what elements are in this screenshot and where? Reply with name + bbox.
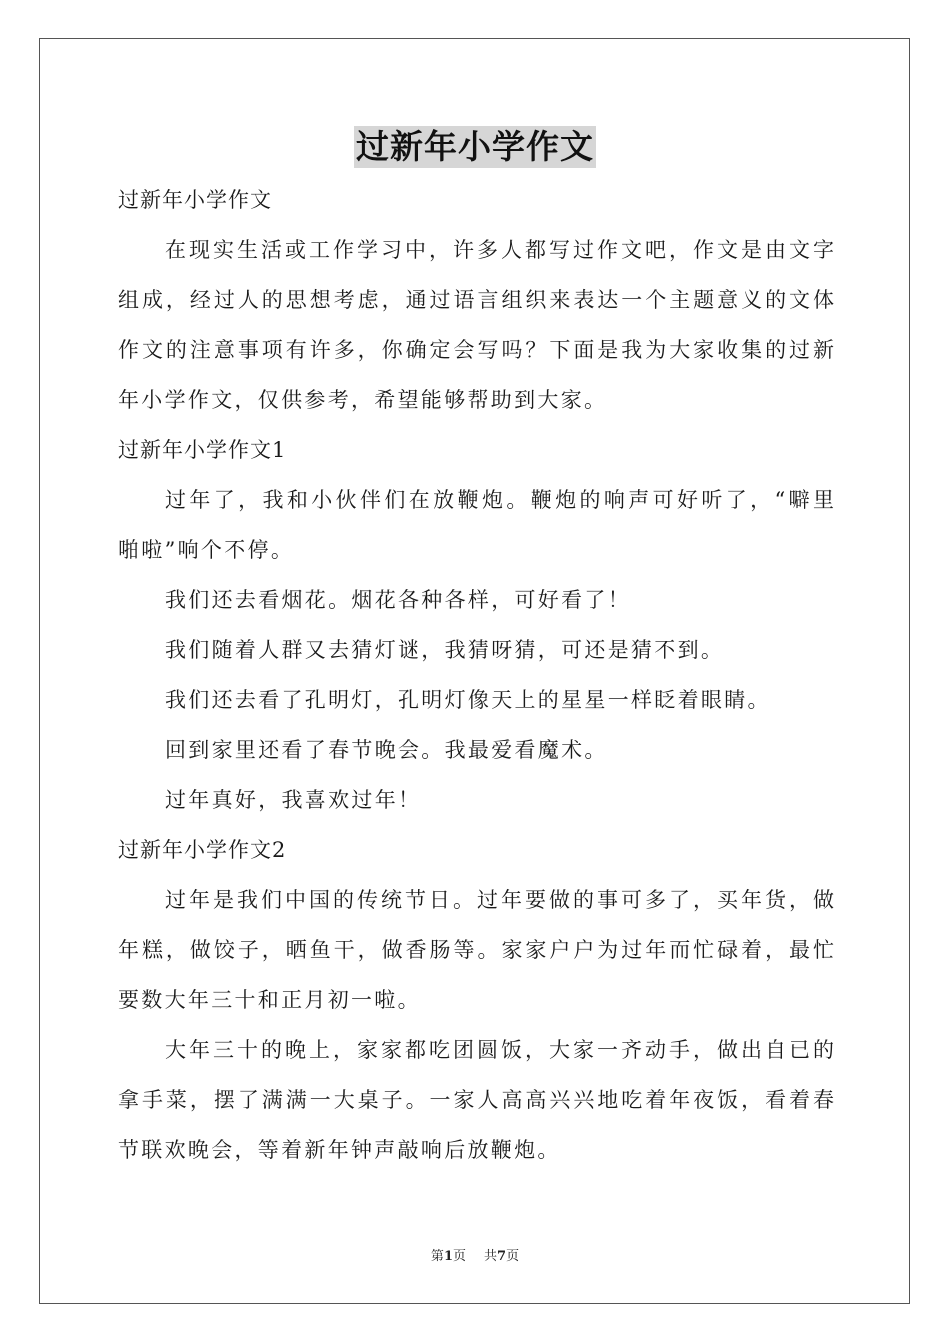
paragraph-line: 年糕，做饺子，晒鱼干，做香肠等。家家户户为过年而忙碌着，最忙 [118,938,834,962]
paragraph-line: 拿手菜，摆了满满一大桌子。一家人高高兴兴地吃着年夜饭，看着春 [118,1088,834,1112]
page-number: 1 [443,1249,453,1264]
total-suffix: 页 [506,1249,520,1264]
paragraph-line: 过年真好，我喜欢过年！ [165,788,422,812]
paragraph-line: 过年了，我和小伙伴们在放鞭炮。鞭炮的响声可好听了，“噼里 [165,488,834,512]
paragraph-line: 大年三十的晚上，家家都吃团圆饭，大家一齐动手，做出自已的 [165,1038,834,1062]
paragraph-line: 年小学作文，仅供参考，希望能够帮助到大家。 [118,388,608,412]
paragraph-line: 我们随着人群又去猜灯谜，我猜呀猜，可还是猜不到。 [165,638,725,662]
total-prefix: 共 [484,1249,498,1264]
paragraph-line: 在现实生活或工作学习中，许多人都写过作文吧，作文是由文字 [165,238,834,262]
document-body [118,175,834,1175]
paragraph-line: 组成，经过人的思想考虑，通过语言组织来表达一个主题意义的文体 [118,288,834,312]
paragraph-line: 啪啦”响个不停。 [118,538,295,562]
page-suffix: 页 [452,1249,466,1264]
document-title: 过新年小学作文 [356,127,594,166]
paragraph-line: 节联欢晚会，等着新年钟声敲响后放鞭炮。 [118,1138,561,1162]
paragraph-line: 要数大年三十和正月初一啦。 [118,988,421,1012]
intro-heading: 过新年小学作文 [118,188,272,212]
paragraph-line: 我们还去看了孔明灯，孔明灯像天上的星星一样眨着眼睛。 [165,688,771,712]
total-pages: 7 [497,1249,507,1264]
page-footer [0,1248,950,1266]
essay-1-heading: 过新年小学作文1 [118,438,287,462]
paragraph-line: 过年是我们中国的传统节日。过年要做的事可多了，买年货，做 [165,888,834,912]
paragraph-line: 作文的注意事项有许多，你确定会写吗？下面是我为大家收集的过新 [118,338,834,362]
title-area [0,126,950,168]
page-prefix: 第 [430,1249,444,1264]
essay-2-heading: 过新年小学作文2 [118,838,287,862]
paragraph-line: 我们还去看烟花。烟花各种各样，可好看了！ [165,588,631,612]
paragraph-line: 回到家里还看了春节晚会。我最爱看魔术。 [165,738,608,762]
